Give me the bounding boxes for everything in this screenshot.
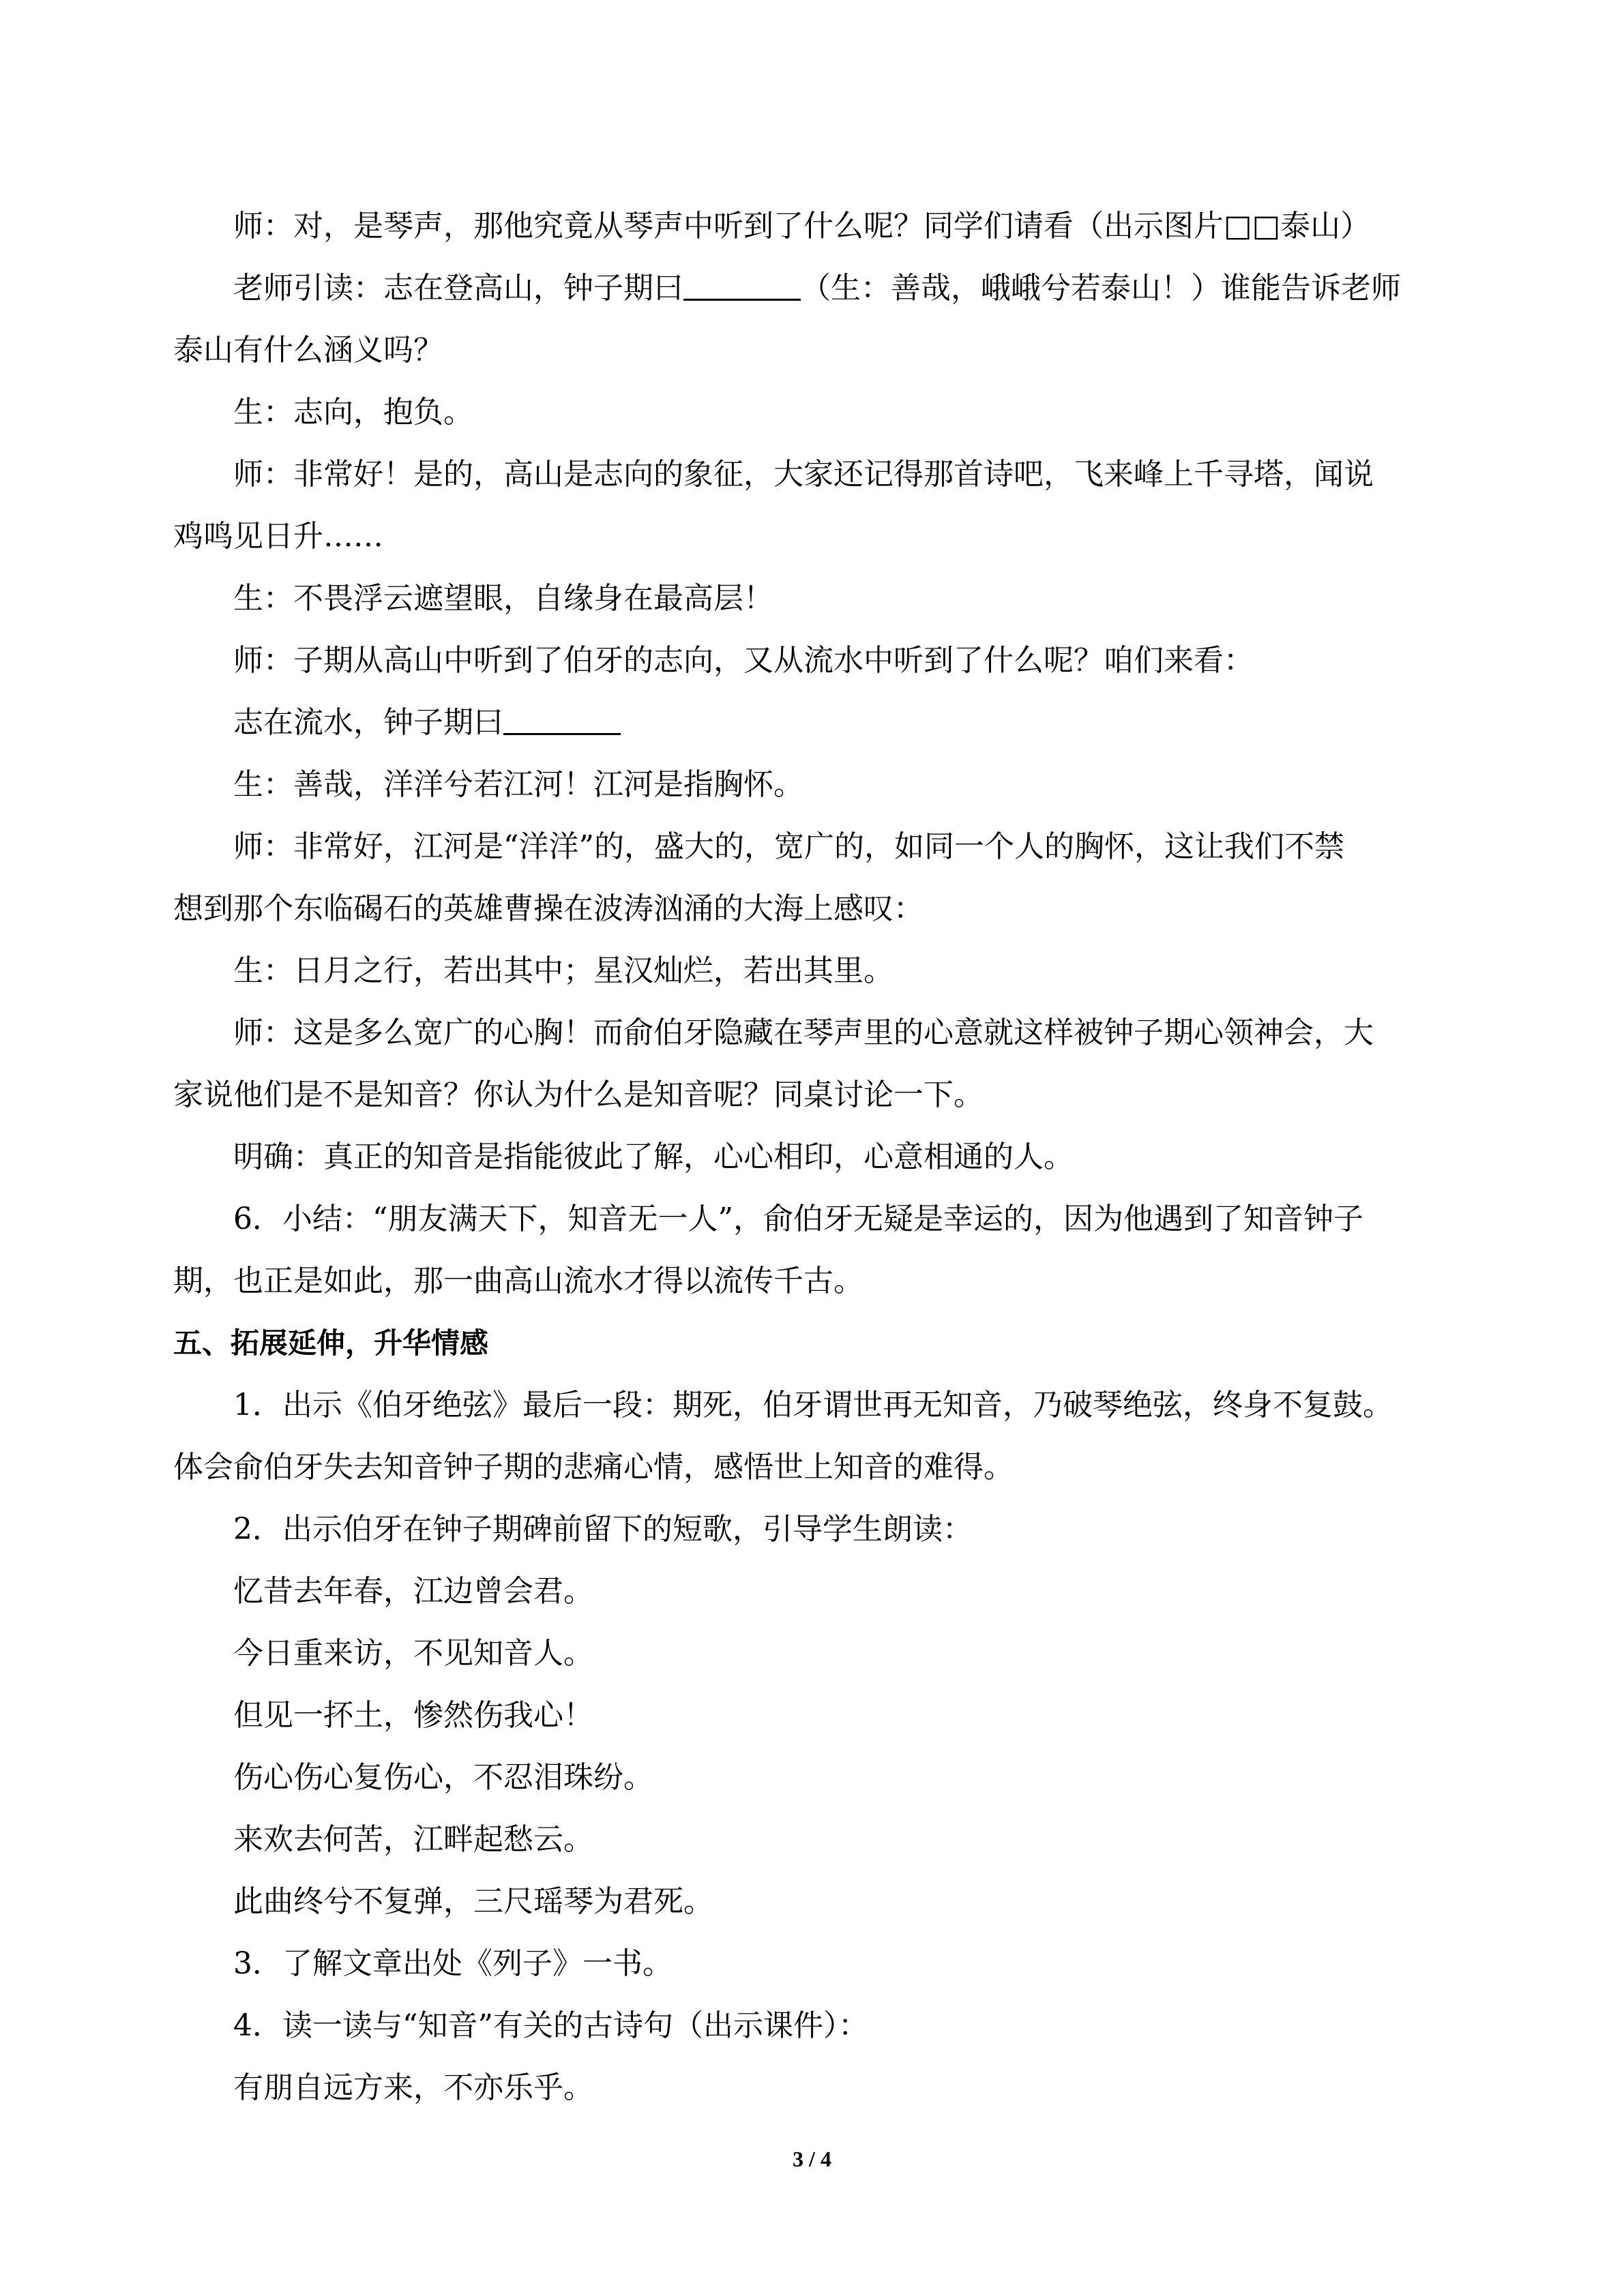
paragraph-line	[173, 701, 1456, 745]
paragraph-line: 生：日月之行，若出其中；星汉灿烂，若出其里。	[233, 953, 894, 988]
paragraph-line: 有朋自远方来，不亦乐乎。	[233, 2070, 593, 2105]
poem-line: 今日重来访，不见知音人。	[233, 1636, 593, 1671]
poem-line: 来欢去何苦，江畔起愁云。	[233, 1822, 593, 1857]
section-heading: 五、拓展延伸，升华情感	[173, 1326, 489, 1360]
paragraph-line: 1．出示《伯牙绝弦》最后一段：期死，伯牙谓世再无知音，乃破琴绝弦，终身不复鼓。	[233, 1388, 1393, 1422]
fill-in-blank	[683, 269, 801, 301]
poem-line: 伤心伤心复伤心，不忍泪珠纷。	[233, 1760, 653, 1795]
paragraph-line: 4．读一读与“知音”有关的古诗句（出示课件）：	[233, 2008, 868, 2043]
paragraph-line: 2．出示伯牙在钟子期碑前留下的短歌，引导学生朗读：	[233, 1512, 973, 1547]
paragraph-line: 家说他们是不是知音？你认为什么是知音呢？同桌讨论一下。	[173, 1077, 984, 1112]
paragraph-line: 师：对，是琴声，那他究竟从琴声中听到了什么呢？同学们请看（出示图片□□泰山）	[233, 209, 1371, 243]
paragraph-line: 师：非常好！是的，高山是志向的象征，大家还记得那首诗吧，飞来峰上千寻塔，闻说	[233, 457, 1374, 492]
fill-in-blank	[503, 703, 621, 735]
poem-line: 此曲终兮不复弹，三尺瑶琴为君死。	[233, 1884, 713, 1919]
paragraph-line: 生：善哉，洋洋兮若江河！江河是指胸怀。	[233, 767, 803, 802]
paragraph-line: 师：非常好，江河是“洋洋”的，盛大的，宽广的，如同一个人的胸怀，这让我们不禁	[233, 829, 1344, 864]
document-body	[173, 205, 1456, 2128]
paragraph-line: 明确：真正的知音是指能彼此了解，心心相印，心意相通的人。	[233, 1139, 1074, 1174]
paragraph-line: 想到那个东临碣石的英雄曹操在波涛汹涌的大海上感叹：	[173, 891, 924, 926]
poem-line: 忆昔去年春，江边曾会君。	[233, 1574, 593, 1609]
paragraph-line: 期，也正是如此，那一曲高山流水才得以流传千古。	[173, 1264, 863, 1298]
paragraph-line: 师：子期从高山中听到了伯牙的志向，又从流水中听到了什么呢？咱们来看：	[233, 643, 1254, 678]
paragraph-line: 鸡鸣见日升……	[173, 519, 383, 554]
paragraph-line: 3．了解文章出处《列子》一书。	[233, 1946, 673, 1981]
paragraph-line	[173, 267, 1456, 310]
page-number: 3 / 4	[793, 2147, 831, 2171]
paragraph-line: 生：不畏浮云遮望眼，自缘身在最高层！	[233, 581, 773, 616]
paragraph-line: 泰山有什么涵义吗？	[173, 333, 443, 368]
paragraph-line: 师：这是多么宽广的心胸！而俞伯牙隐藏在琴声里的心意就这样被钟子期心领神会，大	[233, 1015, 1374, 1050]
line-text: 志在流水，钟子期曰	[233, 705, 503, 740]
paragraph-line: 生：志向，抱负。	[233, 395, 473, 430]
paragraph-line: 体会俞伯牙失去知音钟子期的悲痛心情，感悟世上知音的难得。	[173, 1450, 1014, 1485]
poem-line: 但见一抔土，惨然伤我心！	[233, 1698, 593, 1733]
line-text: （生：善哉，峨峨兮若泰山！）谁能告诉老师	[801, 271, 1401, 305]
line-text: 老师引读：志在登高山，钟子期曰	[233, 271, 683, 305]
paragraph-line: 6．小结：“朋友满天下，知音无一人”，俞伯牙无疑是幸运的，因为他遇到了知音钟子	[233, 1202, 1363, 1236]
